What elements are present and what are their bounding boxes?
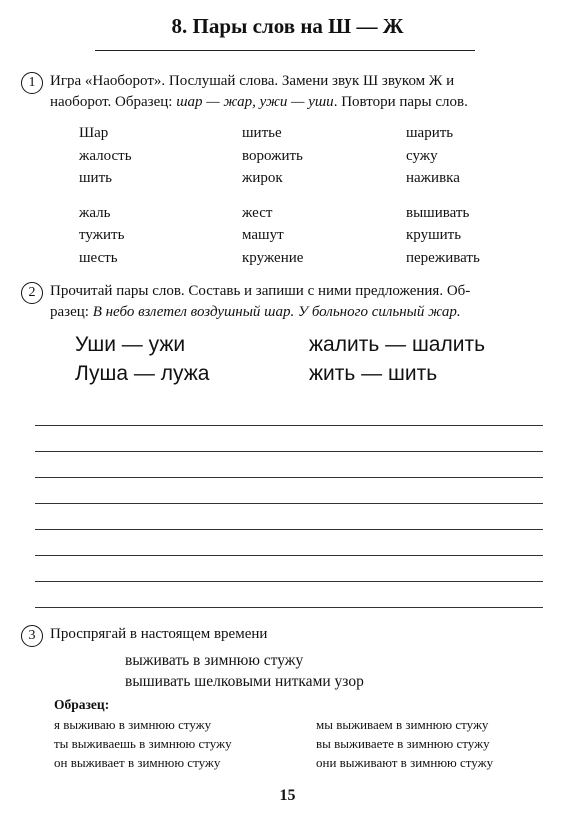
word: ворожить bbox=[242, 147, 303, 164]
word: наживка bbox=[406, 170, 460, 187]
sample-line: они выживают в зимнюю стужу bbox=[316, 755, 494, 770]
word: жаль bbox=[79, 204, 111, 221]
word-pair: Луша — лужа bbox=[75, 362, 210, 385]
word: тужить bbox=[79, 227, 125, 244]
task-2-example: В небо взлетел воздушный шар. У больного сильный жар. bbox=[92, 304, 461, 320]
sample-line: мы выживаем в зимнюю стужу bbox=[316, 717, 489, 732]
writing-line bbox=[35, 529, 543, 530]
word: шить bbox=[79, 170, 112, 187]
word: шесть bbox=[79, 249, 118, 266]
task-1-suffix: . Повтори пары слов. bbox=[333, 94, 468, 110]
sample-right-column bbox=[316, 715, 493, 772]
word: шарить bbox=[406, 125, 454, 141]
task-3-phrases bbox=[125, 650, 364, 692]
word-pair: жить — шить bbox=[309, 362, 438, 385]
sample-left-column bbox=[54, 715, 232, 772]
word: сужу bbox=[406, 147, 438, 164]
verb-phrase: выживать в зимнюю стужу bbox=[125, 652, 304, 669]
writing-line bbox=[35, 425, 543, 426]
task-2-line-2 bbox=[50, 302, 555, 323]
writing-line bbox=[35, 581, 543, 582]
word: жалость bbox=[79, 147, 132, 164]
task-2-number: 2 bbox=[21, 282, 43, 304]
sample-line: ты выживаешь в зимнюю стужу bbox=[54, 736, 232, 751]
task-1-example: шар — жар, ужи — уши bbox=[176, 94, 334, 110]
task-2-prefix: разец: bbox=[50, 304, 93, 320]
task-2-line-1: Прочитай пары слов. Составь и запиши с ними предложения. Об- bbox=[50, 283, 471, 299]
word: жест bbox=[242, 204, 273, 221]
word-pairs-right bbox=[309, 330, 485, 388]
word-pair: Уши — ужи bbox=[75, 333, 186, 356]
task-1-prefix: наоборот. Образец: bbox=[50, 94, 177, 110]
sample-line: вы выживаете в зимнюю стужу bbox=[316, 736, 490, 751]
writing-line bbox=[35, 451, 543, 452]
task-1-number: 1 bbox=[21, 72, 43, 94]
page-number: 15 bbox=[279, 787, 296, 804]
word: вышивать bbox=[406, 204, 470, 221]
word-column-2 bbox=[242, 122, 303, 270]
word: жирок bbox=[242, 170, 283, 187]
writing-line bbox=[35, 477, 543, 478]
word-column-3 bbox=[406, 122, 480, 270]
task-2-instructions bbox=[50, 281, 555, 323]
task-1-line-2 bbox=[50, 92, 550, 113]
word-pairs-left bbox=[75, 330, 209, 388]
verb-phrase: вышивать шелковыми нитками узор bbox=[125, 673, 364, 690]
task-3-instruction: Проспрягай в настоящем времени bbox=[50, 626, 268, 642]
word: крушить bbox=[406, 227, 462, 244]
word: машут bbox=[242, 227, 284, 244]
page-title: 8. Пары слов на Ш — Ж bbox=[171, 14, 404, 38]
word: шитье bbox=[242, 125, 282, 141]
word: кружение bbox=[242, 249, 304, 266]
task-3-number: 3 bbox=[21, 625, 43, 647]
word: Шар bbox=[79, 125, 109, 141]
sample-line: я выживаю в зимнюю стужу bbox=[54, 717, 212, 732]
sample-line: он выживает в зимнюю стужу bbox=[54, 755, 221, 770]
task-1-line-1: Игра «Наоборот». Послушай слова. Замени звук Ш звуком Ж и bbox=[50, 73, 455, 89]
sample-label: Образец: bbox=[54, 697, 110, 712]
writing-line bbox=[35, 503, 543, 504]
title-underline bbox=[95, 50, 475, 51]
word-column-1 bbox=[79, 122, 132, 270]
writing-line bbox=[35, 607, 543, 608]
task-1-instructions bbox=[50, 71, 550, 113]
word-pair: жалить — шалить bbox=[309, 333, 486, 356]
word: переживать bbox=[406, 249, 480, 266]
writing-line bbox=[35, 555, 543, 556]
